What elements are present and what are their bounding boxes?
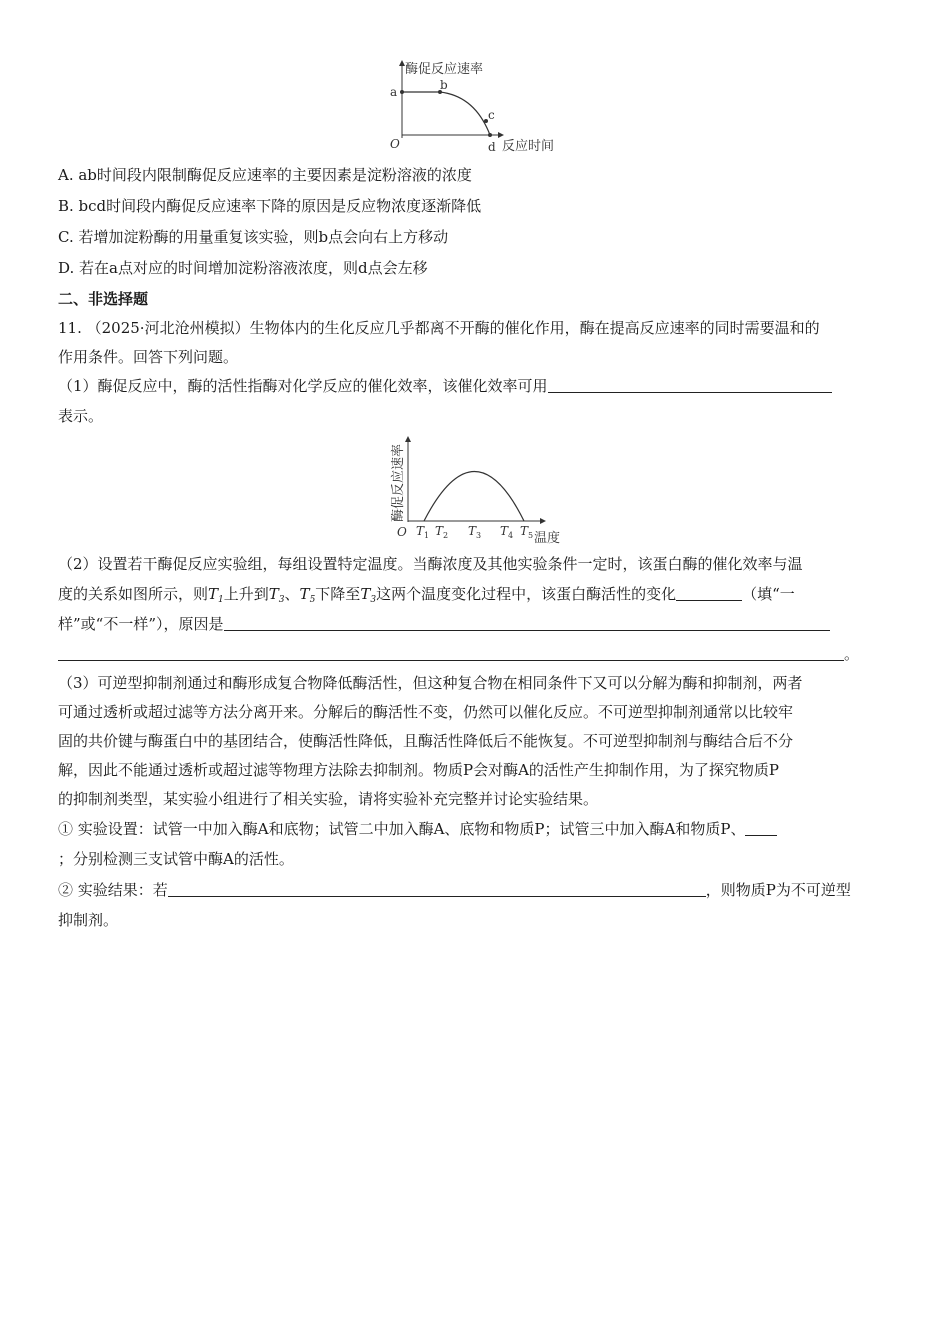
result-text-b: ，则物质P为不可逆型 [705,881,851,899]
tick-t1 [416,524,429,540]
point-c-label: c [488,108,495,122]
tick-t1-letter: T [416,524,425,538]
setup-text: ① 实验设置：试管一中加入酶A和底物；试管二中加入酶A、底物和物质P；试管三中加入酶A和物质P、 [58,820,746,838]
q11-result-line2: 抑制剂。 [58,911,119,929]
part2-text-a: 度的关系如图所示，则 [58,585,209,603]
t3-letter: T [268,585,279,603]
section-title: 二、非选择题 [58,290,149,308]
x-axis-arrow [540,518,546,524]
tick-t3 [468,524,481,540]
q11-setup-line1 [58,819,777,839]
point-a-label: a [390,85,398,99]
part2-text-b: 上升到 [223,585,269,603]
option-d: D. 若在a点对应的时间增加淀粉溶液浓度，则d点会左移 [58,259,428,277]
t3-letter-2: T [360,585,371,603]
part2-text-f: （填“一 [742,585,795,603]
t5-sub: 5 [309,595,316,605]
point-a-dot [400,90,404,94]
tick-t2-letter: T [435,524,444,538]
rate-time-chart [380,58,570,158]
part1-answer-blank[interactable] [548,376,832,393]
q11-part3-line2: 可通过透析或超过滤等方法分离开来。分解后的酶活性不变，仍然可以催化反应。不可逆型抑制剂通常以比较牢 [58,703,794,721]
tick-t3-letter: T [468,524,477,538]
x-axis-arrow [498,132,504,138]
part2-text-c: 、 [284,585,300,603]
q11-part3-line4: 解，因此不能通过透析或超过滤等物理方法除去抑制剂。物质P会对酶A的活性产生抑制作用，为了探究物质P [58,761,780,779]
result-text-a: ② 实验结果：若 [58,881,168,899]
origin-label: O [390,137,400,151]
part2-text-e: 这两个温度变化过程中，该蛋白酶活性的变化 [376,585,677,603]
t1-sub: 1 [218,595,224,605]
q11-part2-line2 [58,584,795,604]
tick-t5-sub: 5 [528,531,534,540]
tick-t1-sub: 1 [424,531,430,540]
q11-result-line1 [58,880,851,900]
t3-sub-2: 3 [370,595,377,605]
rate-curve [402,92,490,135]
y-axis-arrow [405,436,411,442]
q11-part1-line1 [58,376,832,396]
q11-intro-line1: 11. （2025·河北沧州模拟）生物体内的生化反应几乎都离不开酶的催化作用，酶在提高反应速率的同时需要温和的 [58,319,820,337]
t1-symbol [208,585,224,603]
tick-t3-sub: 3 [476,531,482,540]
x-axis-label: 温度 [534,531,561,546]
x-axis-label: 反应时间 [502,139,555,154]
part2-reason-blank-1[interactable] [224,614,830,631]
q11-intro-line2: 作用条件。回答下列问题。 [58,348,239,366]
part2-reason-text: 样”或“不一样”），原因是 [58,615,224,633]
origin-label: O [397,525,407,539]
q11-part3-line5: 的抑制剂类型，某实验小组进行了相关实验，请将实验补充完整并讨论实验结果。 [58,790,599,808]
q11-part1-line2: 表示。 [58,407,104,425]
tick-t4 [500,524,513,540]
q11-part3-line3: 固的共价键与酶蛋白中的基团结合，使酶活性降低，且酶活性降低后不能恢复。不可逆型抑制剂与酶结合后不分 [58,732,794,750]
setup-blank[interactable] [745,819,777,836]
tick-t2-sub: 2 [443,531,449,540]
tick-t4-sub: 4 [508,531,514,540]
option-a: A. ab时间段内限制酶促反应速率的主要因素是淀粉溶液的浓度 [58,166,472,184]
t3-symbol [269,585,285,603]
q11-setup-line2: ；分别检测三支试管中酶A的活性。 [58,850,294,868]
q11-part2-line4 [58,644,859,664]
bell-curve [424,472,524,522]
part2-text-d: 下降至 [315,585,361,603]
point-d-label: d [488,140,496,154]
t3-symbol-2 [360,585,376,603]
option-c: C. 若增加淀粉酶的用量重复该实验，则b点会向右上方移动 [58,228,449,246]
rate-temperature-chart [380,430,580,548]
tick-t5 [520,524,533,540]
part2-change-blank[interactable] [676,584,742,601]
part1-text: （1）酶促反应中，酶的活性指酶对化学反应的催化效率，该催化效率可用 [58,377,548,395]
part2-end-mark: 。 [844,645,860,663]
t5-letter: T [299,585,310,603]
tick-t2 [435,524,448,540]
t5-symbol [300,585,316,603]
result-blank[interactable] [168,880,706,897]
t3-sub: 3 [278,595,285,605]
q11-part3-line1: （3）可逆型抑制剂通过和酶形成复合物降低酶活性，但这种复合物在相同条件下又可以分解为酶和抑制剂，两者 [58,674,803,692]
option-b: B. bcd时间段内酶促反应速率下降的原因是反应物浓度逐渐降低 [58,197,482,215]
q11-part2-line3 [58,614,830,634]
tick-t4-letter: T [500,524,509,538]
point-b-label: b [440,78,448,92]
point-d-dot [488,133,492,137]
part2-reason-blank-2[interactable] [58,644,844,661]
y-axis-label: 酶促反应速率 [391,443,406,522]
t1-letter: T [208,585,219,603]
q11-part2-line1: （2）设置若干酶促反应实验组，每组设置特定温度。当酶浓度及其他实验条件一定时，该蛋白酶的催化效率与温 [58,555,803,573]
y-axis-label: 酶促反应速率 [405,62,484,77]
tick-t5-letter: T [520,524,529,538]
